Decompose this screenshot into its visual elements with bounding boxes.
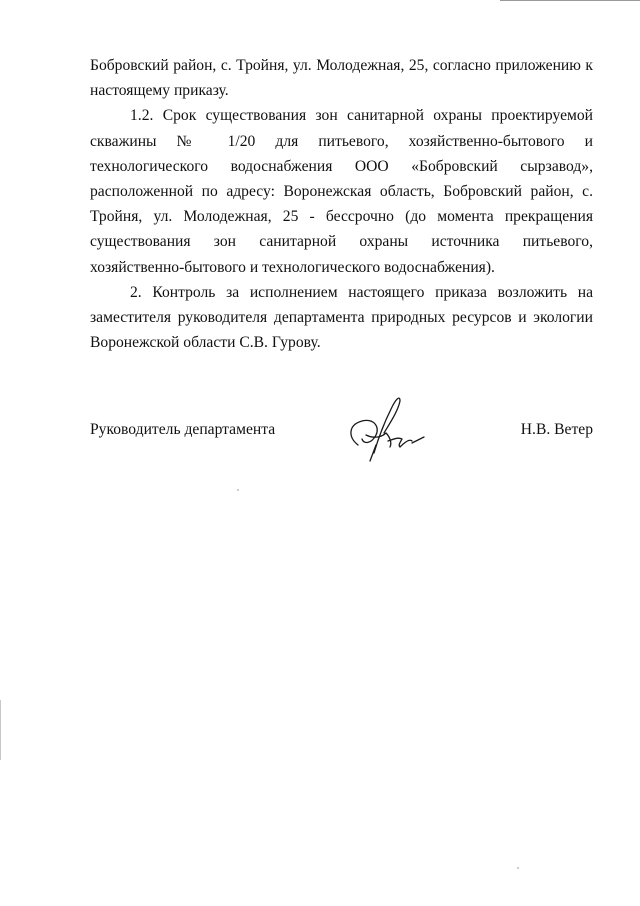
scan-speck (517, 867, 519, 869)
document-body (90, 53, 593, 355)
signer-position: Руководитель департамента (90, 421, 276, 438)
paragraph-2: 2. Контроль за исполнением настоящего приказа возложить на заместителя руководителя департамента природных ресурсов и экологии Воронежской области С.В. Гурову. (90, 283, 593, 352)
signer-name: Н.В. Ветер (520, 421, 593, 438)
scan-speck (237, 489, 239, 491)
paragraph-intro: Бобровский район, с. Тройня, ул. Молодежная, 25, согласно приложению к настоящему приказу. (90, 57, 593, 100)
signature-block (90, 420, 593, 460)
paragraph-1-2: 1.2. Срок существования зон санитарной охраны проектируемой скважины № 1/20 для питьевого, хозяйственно-бытового и технологического водоснабжения ООО «Бобровский сырзавод», расположенной по адресу: Воронежская область, Бобровский район, с. Тройня, ул. Молодежная, 25 - бессрочно (до момента прекращения существования зон санитарной охраны источника питьевого, хозяйственно-бытового и технологического водоснабжения). (90, 107, 593, 276)
scan-margin-mark (0, 700, 1, 760)
scan-edge-line (500, 0, 640, 1)
handwritten-signature (340, 387, 436, 467)
